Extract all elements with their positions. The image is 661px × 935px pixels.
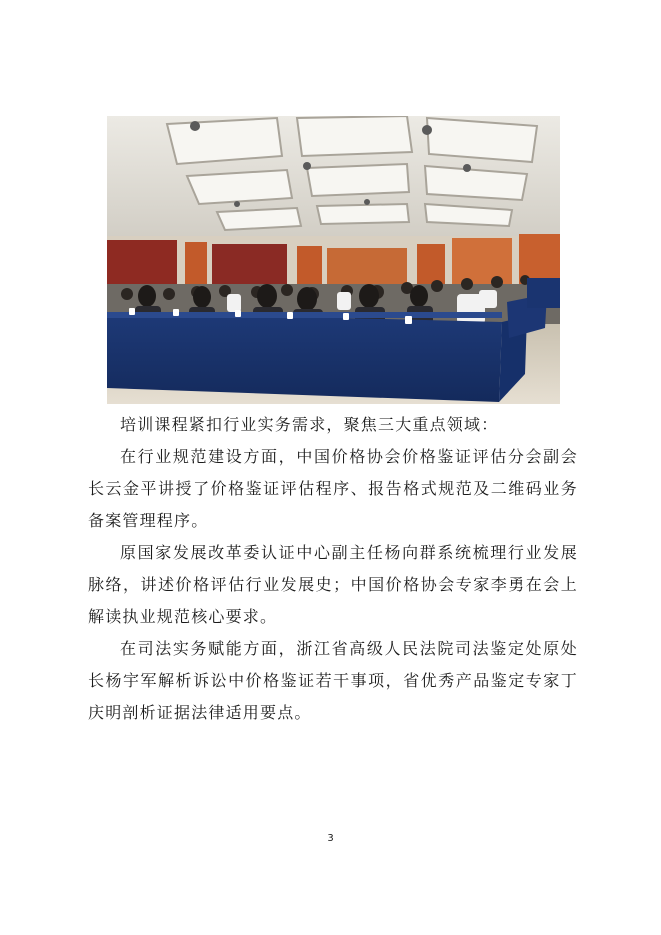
paragraph-history: 原国家发展改革委认证中心副主任杨向群系统梳理行业发展脉络，讲述价格评估行业发展史；中国价格协会专家李勇在会上解读执业规范核心要求。 bbox=[88, 543, 578, 626]
paragraph-judicial: 在司法实务赋能方面，浙江省高级人民法院司法鉴定处原处长杨宇军解析诉讼中价格鉴证若干事项，省优秀产品鉴定专家丁庆明剖析证据法律适用要点。 bbox=[88, 639, 578, 722]
conference-hall-image bbox=[107, 116, 560, 404]
conference-photo bbox=[107, 116, 560, 404]
body-text bbox=[88, 409, 578, 729]
paragraph-intro: 培训课程紧扣行业实务需求，聚焦三大重点领域： bbox=[120, 415, 499, 434]
page-number: 3 bbox=[327, 833, 334, 844]
paragraph-standards: 在行业规范建设方面，中国价格协会价格鉴证评估分会副会长云金平讲授了价格鉴证评估程序、报告格式规范及二维码业务备案管理程序。 bbox=[88, 447, 578, 530]
